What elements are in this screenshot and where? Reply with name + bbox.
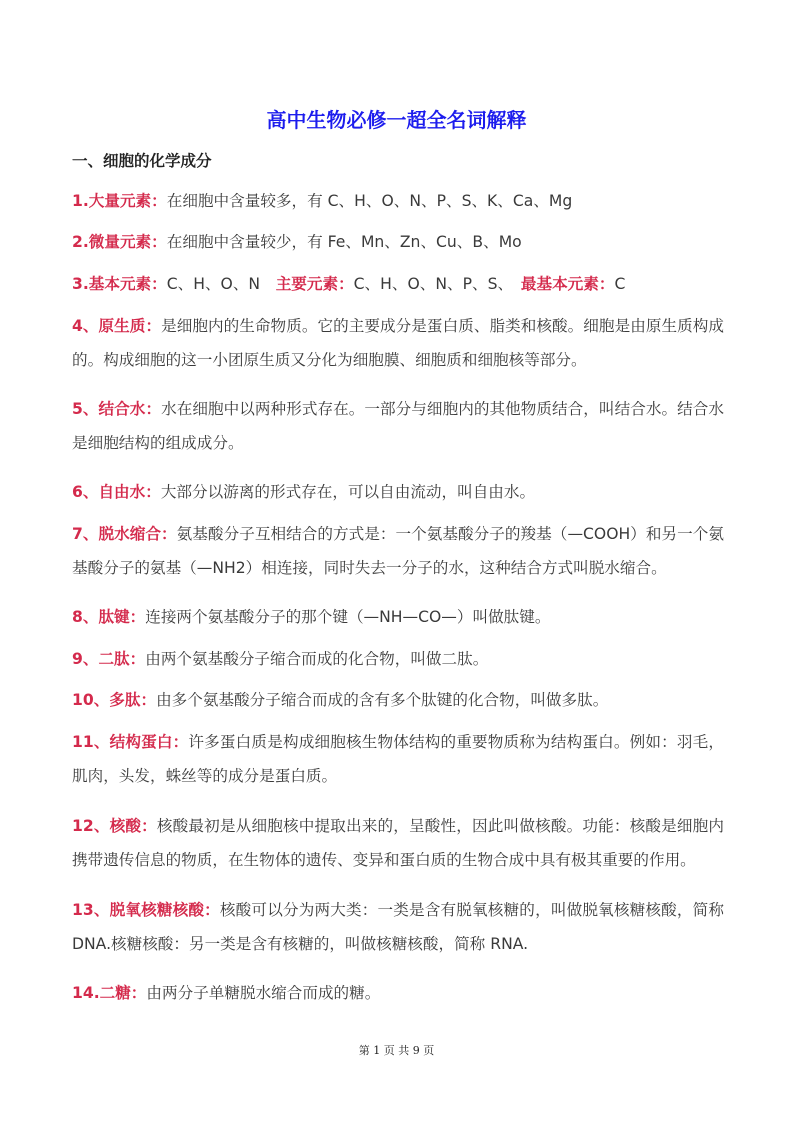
term-label: 7、脱水缩合： — [72, 525, 177, 543]
term-definition: 在细胞中含量较少，有 Fe、Mn、Zn、Cu、B、Mo — [166, 233, 522, 251]
term-definition: 氨基酸分子互相结合的方式是：一个氨基酸分子的羧基（—COOH）和另一个氨基酸分子的氨基（—NH2）相连接，同时失去一分子的水，这种结合方式叫脱水缩合。 — [72, 525, 724, 577]
definition-entry — [72, 725, 724, 793]
term-definition: 在细胞中含量较多，有 C、H、O、N、P、S、K、Ca、Mg — [166, 192, 573, 210]
term-definition: C、H、O、N、P、S、 — [353, 275, 521, 293]
term-label: 主要元素： — [275, 275, 354, 293]
term-label: 6、自由水： — [72, 483, 161, 501]
term-label: 最基本元素： — [520, 275, 615, 293]
definition-entry — [72, 893, 724, 961]
term-label: 9、二肽： — [72, 650, 146, 668]
definition-entry — [72, 809, 724, 877]
term-definition: 由两分子单糖脱水缩合而成的糖。 — [146, 984, 381, 1002]
definition-entry — [72, 225, 724, 259]
definition-entry — [72, 976, 724, 1010]
definition-entry — [72, 475, 724, 509]
definition-entry — [72, 517, 724, 585]
term-definition: 大部分以游离的形式存在，可以自由流动，叫自由水。 — [160, 483, 536, 501]
term-label: 13、脱氧核糖核酸： — [72, 901, 220, 919]
definition-entry — [72, 309, 724, 377]
definition-entry — [72, 683, 724, 717]
section-heading: 一、细胞的化学成分 — [72, 152, 212, 170]
term-label: 11、结构蛋白： — [72, 733, 189, 751]
term-definition: 连接两个氨基酸分子的那个键（—NH—CO—）叫做肽键。 — [145, 608, 551, 626]
definition-entry — [72, 392, 724, 460]
term-label: 5、结合水： — [72, 400, 162, 418]
definition-entry — [72, 600, 724, 634]
term-definition: 核酸可以分为两大类：一类是含有脱氧核糖的，叫做脱氧核糖核酸，简称 DNA.核糖核酸：另一类是含有核糖的，叫做核糖核酸，简称 RNA. — [72, 901, 724, 953]
term-definition: C、H、O、N — [166, 275, 276, 293]
term-label: 14.二糖： — [72, 984, 147, 1002]
definition-entry — [72, 184, 724, 218]
term-label: 3.基本元素： — [72, 275, 167, 293]
term-definition: 由多个氨基酸分子缩合而成的含有多个肽键的化合物，叫做多肽。 — [156, 691, 609, 709]
term-definition: 水在细胞中以两种形式存在。一部分与细胞内的其他物质结合，叫结合水。结合水是细胞结构的组成成分。 — [72, 400, 724, 452]
term-label: 10、多肽： — [72, 691, 157, 709]
definition-entry — [72, 642, 724, 676]
term-label: 1.大量元素： — [72, 192, 167, 210]
term-label: 8、肽键： — [72, 608, 146, 626]
term-definition: 是细胞内的生命物质。它的主要成分是蛋白质、脂类和核酸。细胞是由原生质构成的。构成细胞的这一小团原生质又分化为细胞膜、细胞质和细胞核等部分。 — [72, 317, 724, 369]
term-definition: 核酸最初是从细胞核中提取出来的，呈酸性，因此叫做核酸。功能：核酸是细胞内携带遗传信息的物质，在生物体的遗传、变异和蛋白质的生物合成中具有极其重要的作用。 — [72, 817, 724, 869]
term-label: 4、原生质： — [72, 317, 162, 335]
term-definition: 许多蛋白质是构成细胞核生物体结构的重要物质称为结构蛋白。例如：羽毛，肌肉，头发，蛛丝等的成分是蛋白质。 — [72, 733, 724, 785]
page-footer: 第 1 页 共 9 页 — [358, 1044, 435, 1057]
term-definition: C — [614, 275, 626, 293]
term-label: 2.微量元素： — [72, 233, 167, 251]
term-label: 12、核酸： — [72, 817, 157, 835]
document-title: 高中生物必修一超全名词解释 — [266, 108, 527, 132]
definition-entry — [72, 267, 724, 301]
term-definition: 由两个氨基酸分子缩合而成的化合物，叫做二肽。 — [145, 650, 489, 668]
